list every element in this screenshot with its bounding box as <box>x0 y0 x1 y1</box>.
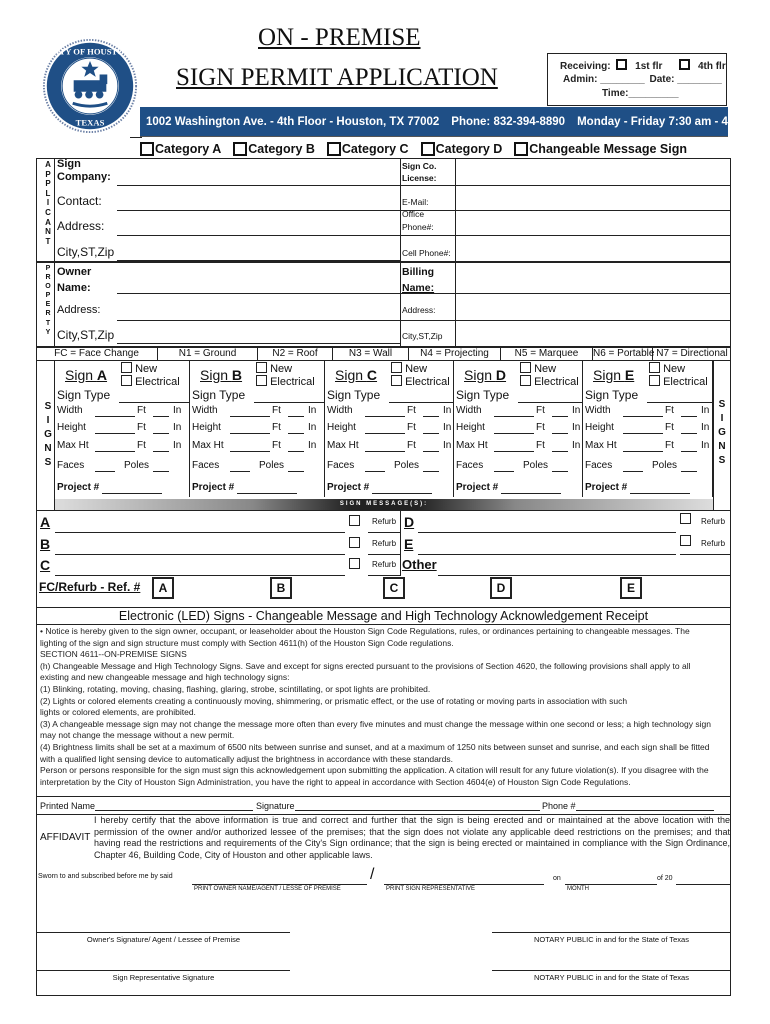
sign-e-electrical-checkbox[interactable] <box>649 375 660 386</box>
sign-e-faces-label: Faces <box>585 460 613 471</box>
sign-c-faces-input[interactable] <box>365 471 385 472</box>
legend-n5: N5 = Marquee <box>501 347 593 360</box>
ft-unit: Ft <box>536 422 545 433</box>
refurb-b-label: Refurb <box>372 539 397 548</box>
sign-a-max_ht-ft-input[interactable] <box>95 451 135 452</box>
sign-d-max_ht-ft-input[interactable] <box>494 451 534 452</box>
message-other-input[interactable] <box>438 575 731 576</box>
property-address-input[interactable] <box>117 320 400 321</box>
sign-c-title: Sign C <box>335 367 378 383</box>
fourth-floor-checkbox[interactable] <box>679 59 690 70</box>
sign-b-width-label: Width <box>192 405 218 416</box>
sign-c-width-ft-input[interactable] <box>365 416 405 417</box>
cell-phone-label: Cell Phone#: <box>402 248 451 258</box>
ft-unit: Ft <box>536 440 545 451</box>
affidavit-label: AFFIDAVIT <box>40 832 91 843</box>
notary-caption-1: NOTARY PUBLIC in and for the State of Texas <box>534 935 689 944</box>
category-b-checkbox[interactable] <box>233 142 247 156</box>
legend-n6: N6 = Portable <box>593 348 655 359</box>
office-info-bar <box>140 107 765 137</box>
owner-name-print-input[interactable] <box>192 884 367 885</box>
sign-d-project-input[interactable] <box>501 493 561 494</box>
sign-d-width-label: Width <box>456 405 482 416</box>
ft-unit: Ft <box>665 405 674 416</box>
owner-name-label-2: Name: <box>57 282 91 294</box>
sign-e-height-label: Height <box>585 422 614 433</box>
sign-e-options: New Electrical <box>649 362 708 388</box>
on-label: on <box>553 875 561 882</box>
in-unit: In <box>701 405 710 416</box>
sign-e-type-input[interactable] <box>647 402 713 403</box>
sign-b-type-input[interactable] <box>254 402 325 403</box>
admin-field[interactable]: Admin: ________ <box>563 74 645 85</box>
sign-c-poles-input[interactable] <box>423 471 439 472</box>
sign-b-width-ft-input[interactable] <box>230 416 270 417</box>
sign-b-height-ft-input[interactable] <box>230 433 270 434</box>
sign-d-project-label: Project # <box>456 482 499 493</box>
sign-c-project-input[interactable] <box>372 493 432 494</box>
sign-d-max_ht-label: Max Ht <box>456 440 488 451</box>
legend-n2: N2 = Roof <box>258 347 333 360</box>
license-label-1: Sign Co. <box>402 161 437 171</box>
in-unit: In <box>173 422 182 433</box>
ft-unit: Ft <box>407 422 416 433</box>
billing-address-label: Address: <box>402 305 436 315</box>
sign-a-poles-label: Poles <box>124 460 150 471</box>
office-phone-label-1: Office <box>402 209 425 219</box>
sign-d-new-checkbox[interactable] <box>520 362 531 373</box>
sign-b-options: New Electrical <box>256 362 315 388</box>
year-input[interactable] <box>676 884 731 885</box>
fourth-floor-label: 4th flr <box>697 61 726 72</box>
sign-e-title: Sign E <box>593 367 635 383</box>
message-a-label: A <box>40 514 51 530</box>
svg-text:TEXAS: TEXAS <box>75 117 105 128</box>
email-label: E-Mail: <box>402 197 429 207</box>
month-caption: MONTH <box>567 886 589 892</box>
ft-unit: Ft <box>407 405 416 416</box>
in-unit: In <box>443 405 452 416</box>
month-input[interactable] <box>565 884 657 885</box>
in-unit: In <box>308 422 317 433</box>
billing-name-label-1: Billing <box>402 266 435 278</box>
ft-unit: Ft <box>137 422 146 433</box>
rep-name-print-input[interactable] <box>384 884 544 885</box>
sign-b-max_ht-in-input[interactable] <box>288 451 304 452</box>
billing-name-input[interactable] <box>456 264 730 293</box>
sign-e-width-in-input[interactable] <box>681 416 697 417</box>
sign-b-type-label: Sign Type <box>192 388 246 402</box>
led-section-title: Electronic (LED) Signs - Changeable Message and High Technology Acknowledgement Receipt <box>36 607 731 625</box>
sign-b-electrical-checkbox[interactable] <box>256 375 267 386</box>
message-b-label: B <box>40 536 51 552</box>
message-b-input[interactable] <box>55 554 345 555</box>
sign-column-c <box>325 360 454 497</box>
ref-box-c[interactable]: C <box>383 577 405 599</box>
refurb-c-label: Refurb <box>372 560 397 569</box>
sign-b-max_ht-ft-input[interactable] <box>230 451 270 452</box>
sign-a-type-label: Sign Type <box>57 388 111 402</box>
in-unit: In <box>701 422 710 433</box>
sign-c-poles-label: Poles <box>394 460 420 471</box>
billing-city-input[interactable] <box>456 321 730 345</box>
sign-d-title: Sign D <box>464 367 507 383</box>
message-c-label: C <box>40 557 51 573</box>
category-d-checkbox[interactable] <box>421 142 435 156</box>
signs-side-label-right: S I G N S <box>718 399 726 466</box>
sign-c-max_ht-label: Max Ht <box>327 440 359 451</box>
category-b-option[interactable]: Category B <box>233 140 315 158</box>
sign-e-height-ft-input[interactable] <box>623 433 663 434</box>
sign-b-poles-input[interactable] <box>288 471 304 472</box>
message-e-input[interactable] <box>418 554 676 555</box>
receiving-box <box>547 53 727 106</box>
svg-text:CITY OF HOUSTON: CITY OF HOUSTON <box>49 46 131 57</box>
applicant-address-label: Address: <box>57 219 105 233</box>
sign-a-poles-input[interactable] <box>153 471 169 472</box>
category-c-checkbox[interactable] <box>327 142 341 156</box>
in-unit: In <box>443 422 452 433</box>
legend-n7: N7 = Directional <box>656 348 728 359</box>
sign-a-electrical-checkbox[interactable] <box>121 375 132 386</box>
billing-name-label-2: Name: <box>402 282 435 294</box>
sign-c-type-label: Sign Type <box>327 388 381 402</box>
in-unit: In <box>308 405 317 416</box>
sign-a-options: New Electrical <box>121 362 180 388</box>
ft-unit: Ft <box>137 440 146 451</box>
sign-a-project-input[interactable] <box>102 493 162 494</box>
ref-box-b[interactable]: B <box>270 577 292 599</box>
sign-c-max_ht-ft-input[interactable] <box>365 451 405 452</box>
changeable-message-checkbox[interactable] <box>514 142 528 156</box>
notary-signature-line-1[interactable] <box>492 932 731 933</box>
ft-unit: Ft <box>665 422 674 433</box>
ft-unit: Ft <box>536 405 545 416</box>
sign-c-faces-label: Faces <box>327 460 355 471</box>
sign-d-height-label: Height <box>456 422 485 433</box>
legend-n1: N1 = Ground <box>158 347 258 360</box>
signature-input[interactable] <box>295 810 540 811</box>
sign-column-b <box>190 360 325 497</box>
sign-a-new-checkbox[interactable] <box>121 362 132 373</box>
signs-side-label-left: S I G N S <box>44 401 52 468</box>
sign-b-project-input[interactable] <box>237 493 297 494</box>
office-phone-input[interactable] <box>456 211 730 235</box>
sign-e-max_ht-in-input[interactable] <box>681 451 697 452</box>
sign-e-poles-label: Poles <box>652 460 678 471</box>
category-c-option[interactable]: Category C <box>327 140 409 158</box>
sign-e-project-label: Project # <box>585 482 628 493</box>
notary-caption-2: NOTARY PUBLIC in and for the State of Texas <box>534 973 689 982</box>
sign-d-poles-label: Poles <box>523 460 549 471</box>
ref-box-e[interactable]: E <box>620 577 642 599</box>
in-unit: In <box>572 422 581 433</box>
sign-a-height-in-input[interactable] <box>153 433 169 434</box>
category-selector <box>140 140 699 158</box>
refurb-d-label: Refurb <box>701 517 726 526</box>
phone-input[interactable] <box>576 810 714 811</box>
sign-d-height-in-input[interactable] <box>552 433 568 434</box>
sign-b-height-label: Height <box>192 422 221 433</box>
affidavit-text: I hereby certify that the above information is true and correct and further that the sign is being erected and or maintained at the above location with the permission of the owner and/or authorized lessee of the premises; that the sign does not violate any applicable deed restrictions on the premises; and that having read the restrictions and requirements of the City's Sign ordinance; that the sign is being erected or maintained in compliance with the Sign Ordinance, Chapter 46, Building Code, City of Houston and other applicable laws. <box>94 815 730 861</box>
in-unit: In <box>308 440 317 451</box>
sign-c-electrical-checkbox[interactable] <box>391 375 402 386</box>
office-phone: Phone: 832-394-8890 <box>451 115 566 128</box>
rep-print-caption: PRINT SIGN REPRESENTATIVE <box>386 886 476 892</box>
ft-unit: Ft <box>665 440 674 451</box>
sign-company-input[interactable] <box>117 185 400 186</box>
sign-d-width-ft-input[interactable] <box>494 416 534 417</box>
property-city-input[interactable] <box>117 343 400 344</box>
sign-b-project-label: Project # <box>192 482 235 493</box>
sign-c-new-checkbox[interactable] <box>391 362 402 373</box>
message-other-label: Other <box>402 557 437 572</box>
sign-company-label-2: Company: <box>57 171 111 183</box>
owner-name-label-1: Owner <box>57 266 92 278</box>
owner-signature-line[interactable] <box>37 932 290 933</box>
sign-column-d <box>454 360 583 497</box>
sign-e-width-ft-input[interactable] <box>623 416 663 417</box>
sign-c-type-input[interactable] <box>389 402 454 403</box>
city-seal-icon <box>42 38 138 134</box>
sign-b-height-in-input[interactable] <box>288 433 304 434</box>
sign-d-faces-input[interactable] <box>494 471 514 472</box>
sign-column-e <box>583 360 713 497</box>
sign-a-faces-label: Faces <box>57 460 85 471</box>
refurb-d-checkbox[interactable] <box>680 513 691 524</box>
refurb-a-checkbox[interactable] <box>349 515 360 526</box>
sign-d-type-label: Sign Type <box>456 388 510 402</box>
ref-box-a[interactable]: A <box>152 577 174 599</box>
billing-city-label: City,ST,Zip <box>402 331 443 341</box>
sign-d-poles-input[interactable] <box>552 471 568 472</box>
time-field[interactable]: Time:_________ <box>602 88 679 99</box>
receiving-label: Receiving: <box>560 61 611 72</box>
sign-a-width-ft-input[interactable] <box>95 416 135 417</box>
sign-c-height-label: Height <box>327 422 356 433</box>
category-a-option[interactable]: Category A <box>140 140 221 158</box>
sign-a-faces-input[interactable] <box>95 471 115 472</box>
refurb-c-checkbox[interactable] <box>349 558 360 569</box>
sign-e-height-in-input[interactable] <box>681 433 697 434</box>
sign-e-max_ht-label: Max Ht <box>585 440 617 451</box>
ref-box-d[interactable]: D <box>490 577 512 599</box>
ft-unit: Ft <box>272 440 281 451</box>
of-20-label: of 20 <box>657 875 673 882</box>
sign-c-height-ft-input[interactable] <box>365 433 405 434</box>
sign-e-project-input[interactable] <box>630 493 690 494</box>
sign-a-height-label: Height <box>57 422 86 433</box>
sign-a-max_ht-in-input[interactable] <box>153 451 169 452</box>
message-e-label: E <box>404 536 414 552</box>
sign-a-height-ft-input[interactable] <box>95 433 135 434</box>
applicant-address-input[interactable] <box>117 235 400 236</box>
property-side-label: P R O P E R T Y <box>45 265 51 336</box>
legend-fc: FC = Face Change <box>36 347 158 360</box>
office-hours: Monday - Friday 7:30 am - 4:00 pm <box>577 115 765 128</box>
sign-d-height-ft-input[interactable] <box>494 433 534 434</box>
sign-a-type-input[interactable] <box>119 402 190 403</box>
sign-c-width-label: Width <box>327 405 353 416</box>
led-notice-text: • Notice is hereby given to the sign owner, occupant, or leaseholder about the Houston Sign Code Regulations, rules, or ordinances pertaining to changeable messages. The lighting of the sign and sign structure must comply with Section 4611(h) of the Houston Sign Code regulations. SECTION 4611--ON-PREMISE SIGNS (h) Changeable Message and High Technology Signs. Save and except for signs erected pursuant to the provisions of Section 4620, the following provisions shall apply to all existing and new changeable message and high technology signs: (1) Blinking, rotating, moving, chasing, flashing, glaring, strobe, scintillating, or spot lights are prohibited. (2) Lights or colored elements creating a continuously moving, shimmering, or prismatic effect, or the use of rotating or moving parts in association with such lights or colored elements, are prohibited. (3) A changeable message sign may not change the message more often than every five minutes and must change the message within one second or less; a high technology sign may not change the message without a new permit. (4) Brightness limits shall be set at a maximum of 6500 nits between sunrise and sunset, and at a maximum of 1250 nits between sunset and sunrise, and each sign shall be fitted with a qualified light sensing device to automatically adjust the brightness in accordance with these standards. Person or persons responsible for the sign must sign this acknowledgement upon submitting the application. A citation will result for any future violation(s). If you disagree with the interpretation by the City of Houston Sign Administration, you have the right to appeal in accordance with Section 4604(e) of Houston Sign Code Regulations. <box>40 626 711 787</box>
cell-phone-input[interactable] <box>456 236 730 260</box>
sign-d-type-input[interactable] <box>518 402 583 403</box>
sign-b-faces-input[interactable] <box>230 471 250 472</box>
owner-signature-caption: Owner's Signature/ Agent / Lessee of Premise <box>86 935 241 944</box>
refurb-e-label: Refurb <box>701 539 726 548</box>
page-title-line2: SIGN PERMIT APPLICATION <box>176 64 498 91</box>
ft-unit: Ft <box>407 440 416 451</box>
sign-message-bar: SIGN MESSAGE(S): <box>55 499 713 510</box>
date-field[interactable]: Date: ________ <box>649 74 722 85</box>
category-a-checkbox[interactable] <box>140 142 154 156</box>
office-address: 1002 Washington Ave. - 4th Floor - Houston, TX 77002 <box>146 115 440 128</box>
sign-e-max_ht-ft-input[interactable] <box>623 451 663 452</box>
sign-a-max_ht-label: Max Ht <box>57 440 89 451</box>
page-title-line1: ON - PREMISE <box>258 24 421 51</box>
phone-label: Phone # <box>542 801 576 811</box>
rep-signature-line[interactable] <box>37 970 290 971</box>
in-unit: In <box>173 440 182 451</box>
printed-name-label: Printed Name <box>40 801 96 811</box>
sign-d-faces-label: Faces <box>456 460 484 471</box>
slash-separator: / <box>370 866 375 883</box>
sign-company-label-1: Sign <box>57 158 81 170</box>
sign-c-height-in-input[interactable] <box>423 433 439 434</box>
applicant-city-label: City,ST,Zip <box>57 245 115 259</box>
sign-type-legend <box>36 347 731 360</box>
refurb-e-checkbox[interactable] <box>680 535 691 546</box>
office-phone-label-2: Phone#: <box>402 222 434 232</box>
sign-d-max_ht-in-input[interactable] <box>552 451 568 452</box>
applicant-side-label: A P P L I C A N T <box>45 160 51 246</box>
in-unit: In <box>572 440 581 451</box>
sign-a-width-label: Width <box>57 405 83 416</box>
sworn-label: Sworn to and subscribed before me by said <box>38 873 173 880</box>
contact-input[interactable] <box>117 210 400 211</box>
sign-c-width-in-input[interactable] <box>423 416 439 417</box>
sign-e-poles-input[interactable] <box>681 471 697 472</box>
in-unit: In <box>701 440 710 451</box>
first-floor-label: 1st flr <box>635 61 663 72</box>
sign-b-faces-label: Faces <box>192 460 220 471</box>
sign-a-project-label: Project # <box>57 482 100 493</box>
message-d-label: D <box>404 514 415 530</box>
notary-signature-line-2[interactable] <box>492 970 731 971</box>
message-c-input[interactable] <box>55 575 345 576</box>
ft-unit: Ft <box>272 422 281 433</box>
first-floor-checkbox[interactable] <box>616 59 627 70</box>
printed-name-input[interactable] <box>95 810 253 811</box>
sign-b-new-checkbox[interactable] <box>256 362 267 373</box>
sign-c-max_ht-in-input[interactable] <box>423 451 439 452</box>
sign-a-title: Sign A <box>65 367 108 383</box>
sign-d-options: New Electrical <box>520 362 579 388</box>
sign-b-title: Sign B <box>200 367 243 383</box>
sign-e-type-label: Sign Type <box>585 388 639 402</box>
sign-b-width-in-input[interactable] <box>288 416 304 417</box>
legend-n4: N4 = Projecting <box>409 347 501 360</box>
in-unit: In <box>173 405 182 416</box>
license-label-2: License: <box>402 173 437 183</box>
sign-c-project-label: Project # <box>327 482 370 493</box>
sign-b-max_ht-label: Max Ht <box>192 440 224 451</box>
legend-n3: N3 = Wall <box>333 347 409 360</box>
ft-unit: Ft <box>272 405 281 416</box>
owner-name-input[interactable] <box>117 293 400 294</box>
ref-label: FC/Refurb - Ref. # <box>39 580 141 594</box>
changeable-message-option[interactable]: Changeable Message Sign <box>514 140 687 158</box>
ft-unit: Ft <box>137 405 146 416</box>
sign-c-options: New Electrical <box>391 362 450 388</box>
in-unit: In <box>572 405 581 416</box>
sign-d-width-in-input[interactable] <box>552 416 568 417</box>
email-input[interactable] <box>456 186 730 210</box>
sign-b-poles-label: Poles <box>259 460 285 471</box>
billing-address-input[interactable] <box>456 294 730 320</box>
rep-signature-caption: Sign Representative Signature <box>112 973 215 982</box>
category-d-option[interactable]: Category D <box>421 140 503 158</box>
sign-a-width-in-input[interactable] <box>153 416 169 417</box>
message-a-input[interactable] <box>55 532 345 533</box>
sign-d-electrical-checkbox[interactable] <box>520 375 531 386</box>
sign-e-width-label: Width <box>585 405 611 416</box>
owner-print-caption: PRINT OWNER NAME/AGENT / LESSE OF PREMISE <box>194 886 341 892</box>
license-input[interactable] <box>456 158 730 185</box>
sign-e-faces-input[interactable] <box>623 471 643 472</box>
sign-e-new-checkbox[interactable] <box>649 362 660 373</box>
property-city-label: City,ST,Zip <box>57 328 115 342</box>
signature-label: Signature <box>256 801 295 811</box>
message-d-input[interactable] <box>418 532 676 533</box>
property-address-label: Address: <box>57 304 101 316</box>
refurb-a-label: Refurb <box>372 517 397 526</box>
in-unit: In <box>443 440 452 451</box>
sign-column-a <box>55 360 190 497</box>
refurb-b-checkbox[interactable] <box>349 537 360 548</box>
contact-label: Contact: <box>57 194 102 208</box>
